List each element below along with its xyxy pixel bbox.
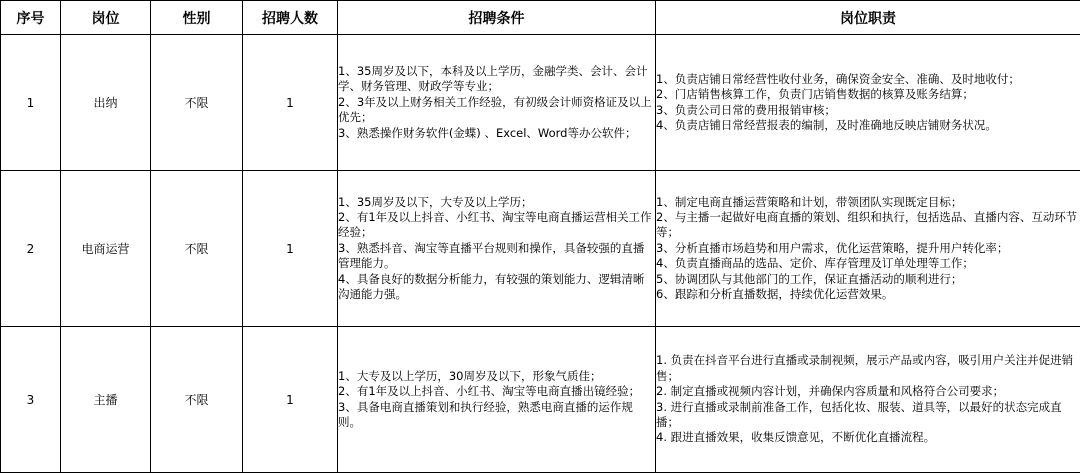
duty-item: 3、负责公司日常的费用报销审核； bbox=[656, 103, 1080, 118]
requirement-item: 2、有1年及以上抖音、小红书、淘宝等电商直播运营相关工作经验； bbox=[338, 210, 655, 241]
row-index: 3 bbox=[1, 327, 61, 473]
duty-item: 4、负责直播商品的选品、定价、库存管理及订单处理等工作； bbox=[656, 256, 1080, 271]
row-gender: 不限 bbox=[151, 35, 243, 171]
duty-item: 5、协调团队与其他部门的工作，保证直播活动的顺利进行； bbox=[656, 272, 1080, 287]
requirement-item: 1、35周岁及以下，大专及以上学历； bbox=[338, 195, 655, 210]
row-position: 电商运营 bbox=[61, 171, 151, 327]
header-duties: 岗位职责 bbox=[656, 1, 1080, 35]
row-gender: 不限 bbox=[151, 171, 243, 327]
requirement-item: 2、3年及以上财务相关工作经验，有初级会计师资格证及以上优先； bbox=[338, 95, 655, 126]
table-row bbox=[1, 327, 1080, 473]
row-position: 出纳 bbox=[61, 35, 151, 171]
row-count: 1 bbox=[243, 35, 338, 171]
requirement-item: 4、具备良好的数据分析能力，有较强的策划能力、逻辑清晰沟通能力强。 bbox=[338, 272, 655, 303]
requirement-item: 3、熟悉抖音、淘宝等直播平台规则和操作，具备较强的直播管理能力。 bbox=[338, 241, 655, 272]
row-requirements bbox=[338, 171, 656, 327]
row-count: 1 bbox=[243, 171, 338, 327]
header-index: 序号 bbox=[1, 1, 61, 35]
row-duties bbox=[656, 327, 1080, 473]
requirement-item: 3、具备电商直播策划和执行经验，熟悉电商直播的运作规则。 bbox=[338, 400, 655, 431]
row-requirements bbox=[338, 327, 656, 473]
row-index: 1 bbox=[1, 35, 61, 171]
duty-item: 4. 跟进直播效果，收集反馈意见，不断优化直播流程。 bbox=[656, 430, 1080, 445]
header-position: 岗位 bbox=[61, 1, 151, 35]
duty-item: 1、制定电商直播运营策略和计划，带领团队实现既定目标； bbox=[656, 195, 1080, 210]
duty-item: 4、负责店铺日常经营报表的编制，及时准确地反映店铺财务状况。 bbox=[656, 118, 1080, 133]
row-index: 2 bbox=[1, 171, 61, 327]
row-duties bbox=[656, 35, 1080, 171]
header-count: 招聘人数 bbox=[243, 1, 338, 35]
duty-item: 6、跟踪和分析直播数据，持续优化运营效果。 bbox=[656, 287, 1080, 302]
header-gender: 性别 bbox=[151, 1, 243, 35]
header-requirements: 招聘条件 bbox=[338, 1, 656, 35]
requirement-item: 2、有1年及以上抖音、小红书、淘宝等电商直播出镜经验； bbox=[338, 384, 655, 399]
row-position: 主播 bbox=[61, 327, 151, 473]
row-duties bbox=[656, 171, 1080, 327]
duty-item: 1. 负责在抖音平台进行直播或录制视频，展示产品或内容，吸引用户关注并促进销售； bbox=[656, 353, 1080, 384]
duty-item: 1、负责店铺日常经营性收付业务，确保资金安全、准确、及时地收付； bbox=[656, 72, 1080, 87]
duty-item: 3. 进行直播或录制前准备工作，包括化妆、服装、道具等，以最好的状态完成直播； bbox=[656, 400, 1080, 431]
requirement-item: 1、大专及以上学历，30周岁及以下，形象气质佳； bbox=[338, 369, 655, 384]
table-row bbox=[1, 171, 1080, 327]
table-row bbox=[1, 35, 1080, 171]
requirement-item: 1、35周岁及以下，本科及以上学历，金融学类、会计、会计学、财务管理、财政学等专业； bbox=[338, 64, 655, 95]
row-gender: 不限 bbox=[151, 327, 243, 473]
duty-item: 2、与主播一起做好电商直播的策划、组织和执行，包括选品、直播内容、互动环节等； bbox=[656, 210, 1080, 241]
duty-item: 2、门店销售核算工作，负责门店销售数据的核算及账务结算； bbox=[656, 87, 1080, 102]
duty-item: 3、分析直播市场趋势和用户需求，优化运营策略，提升用户转化率； bbox=[656, 241, 1080, 256]
row-count: 1 bbox=[243, 327, 338, 473]
table-header-row bbox=[1, 1, 1080, 35]
duty-item: 2. 制定直播或视频内容计划，并确保内容质量和风格符合公司要求； bbox=[656, 384, 1080, 399]
row-requirements bbox=[338, 35, 656, 171]
requirement-item: 3、熟悉操作财务软件(金蝶) 、Excel、Word等办公软件； bbox=[338, 126, 655, 141]
